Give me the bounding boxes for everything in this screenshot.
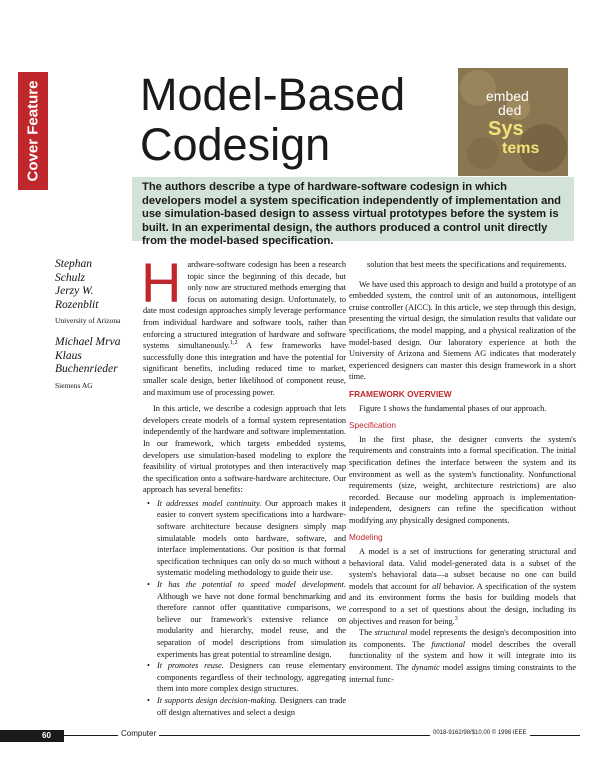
author-affiliation: University of Arizona <box>55 316 121 325</box>
author-name: Stephan <box>55 258 93 270</box>
list-item: • It addresses model continuity. Our approach makes it easier to convert system specifications into a hardware-software architecture because designers simply map simulatable models onto hardware, software, and interface implementations. Our position is that formal specification techniques can only do so much without a systematic modeling methodology to guide their use. <box>157 498 346 579</box>
paragraph: A model is a set of instructions for generating structural and behavioral data. Valid model-generated data is a subset of the system's behavioral data—a subset because no one can build models that account for all behavior. A specification of the system and its environment forms the basis for building models that correspond to a set of questions about the design, including its objectives and reason for being.$^3$ <box>349 547 576 626</box>
title-line-1: Model-Based <box>140 69 406 120</box>
author-name: Schulz <box>55 271 86 284</box>
drop-cap: H <box>141 251 182 314</box>
body-column-1 <box>141 251 347 718</box>
article-abstract: The authors describe a type of hardware-software codesign in which developers model a system specification independently of implementation and use simulation-based design to assess virtual prototypes before the system is built. In an experimental design, the authors produced a control unit directly from the model-based specification. <box>132 177 574 241</box>
list-item: • It has the potential to speed model development. Although we have not done formal benchmarking and therefore cannot offer quantitative comparisons, we believe our framework's extensive reliance on modularity and hierarchy, model reuse, and the separation of model descriptions from simulation experiments has great potential to streamline design. <box>157 579 346 660</box>
article-title <box>140 70 405 170</box>
author-list <box>55 258 130 401</box>
author-name: Rozenblit <box>55 298 99 311</box>
benefits-list <box>143 498 346 718</box>
title-line-2: Codesign <box>140 119 331 170</box>
author-name: Jerzy W. <box>55 285 94 297</box>
list-item: • It supports design decision-making. Designers can trade off design alternatives and select a design <box>157 695 346 718</box>
intro-paragraph: Hardware-software codesign has been a research topic since the beginning of this decade, but only now are structured methods emerging that focus on automating design. Unfortunately, to date most codesign approaches simply leverage performance from individual hardware and software tools, rather than enforcing a structured integration of hardware and software systems simultaneously.$^{1,2}$ A few frameworks have successfully done this integration and have the potential for significant benefits, including reduced time to market, smaller scale design, better likelihood of component reuse, and maximum use of processing power. <box>141 251 346 397</box>
body-column-2 <box>349 259 576 685</box>
logo-word-4: tems <box>502 140 540 157</box>
section-label: Cover Feature <box>24 80 42 182</box>
embedded-systems-logo <box>458 68 568 176</box>
logo-word-3: Sys <box>488 118 524 140</box>
author-name: Klaus <box>55 349 82 362</box>
author-affiliation: Siemens AG <box>55 380 93 390</box>
paragraph: In this article, we describe a codesign approach that lets developers create models of a formal system representation independently of the hardware and software implementation. In our framework, which targets embedded systems, developers use simulation-based modeling to explore the feasibility of virtual prototypes and then interactively map the specification onto a software-hardware architecture. Our approach has several benefits: <box>143 404 346 495</box>
magazine-name: Computer <box>118 729 159 738</box>
subsection-heading: Specification <box>349 420 397 431</box>
paragraph: Figure 1 shows the fundamental phases of our approach. <box>359 403 547 413</box>
paragraph: The structural model represents the design's decomposition into its components. The functional model describes the overall functionality of the system and how it will integrate into its environment. The dynamic model assigns timing constraints to the internal func- <box>349 628 576 684</box>
copyright-code: 0018-9162/98/$10.00 © 1998 IEEE <box>430 730 530 736</box>
author-name: Michael Mrva <box>55 336 121 348</box>
section-heading: FRAMEWORK OVERVIEW <box>349 388 452 399</box>
list-item: • It promotes reuse. Designers can reuse elementary components regardless of their technology, aggregating them into more complex design structures. <box>157 660 346 695</box>
logo-word-1: embed <box>486 88 529 104</box>
logo-art <box>458 68 568 176</box>
paragraph: We have used this approach to design and build a prototype of an embedded system, the control unit of an autonomous, intelligent cruise controller (AICC). In this article, we step through this design, presenting the virtual design, the simulation results that validate our specifications, the model mapping, and a physical realization of the model-based design. Our laboratory experience at both the University of Arizona and Siemens AG indicates that moderately experienced designers can master this design framework in a short time. <box>349 279 576 382</box>
footer-bar <box>0 730 64 742</box>
logo-word-2: ded <box>498 102 522 118</box>
cover-feature-tab <box>18 72 48 190</box>
subsection-heading: Modeling <box>349 532 383 543</box>
paragraph: solution that best meets the specifications and requirements. <box>367 260 567 269</box>
author-name: Buchenrieder <box>55 363 118 375</box>
page-number: 60 <box>42 731 51 740</box>
paragraph: In the first phase, the designer converts the system's requirements and constraints into a formal specification. The initial specification defines the interface between the system and its environment as well as the system's functionality. Nonfunctional requirements (size, weight, architecture restrictions) are also recorded. Because our modeling approach is implementation-independent, designers can refine the specification without modifying any physically designed components. <box>349 434 576 525</box>
